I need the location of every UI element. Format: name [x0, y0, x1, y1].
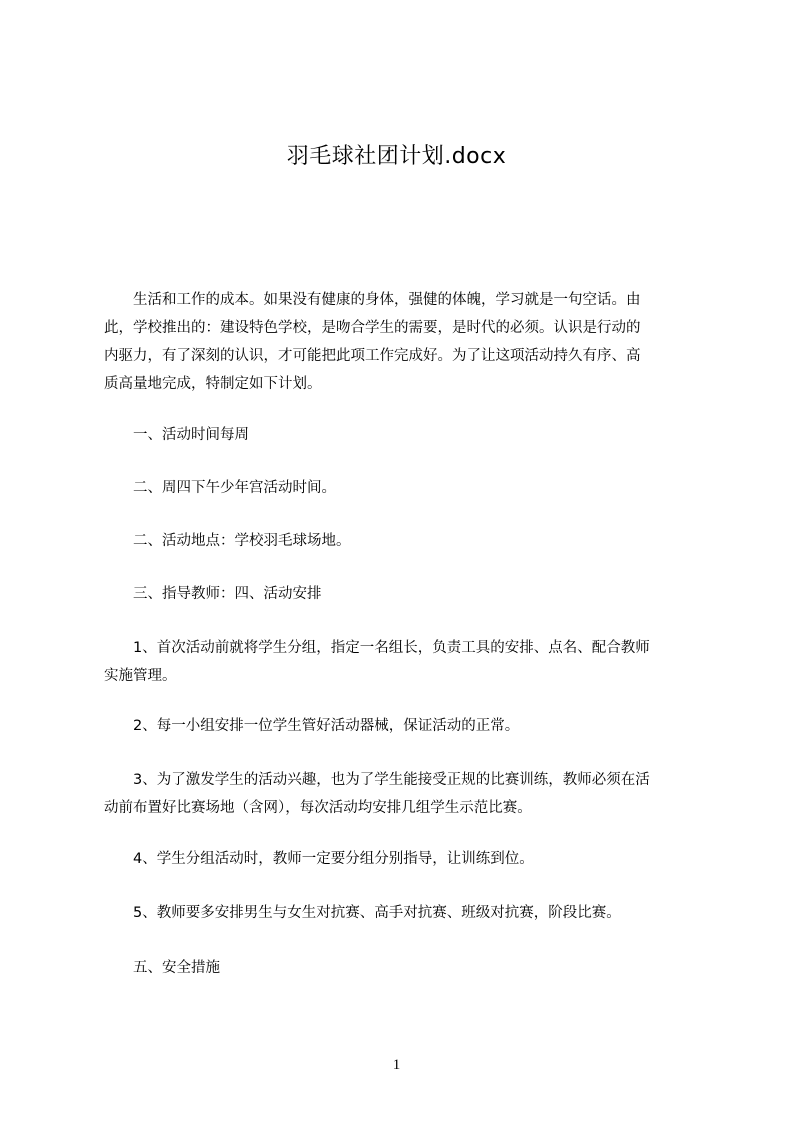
intro-line: 生活和工作的成本。如果没有健康的身体，强健的体魄，学习就是一句空话。由 [104, 292, 641, 308]
list-item-2 [104, 712, 700, 740]
section-heading-text: 五、安全措施 [104, 960, 220, 976]
list-item-line: 动前布置好比赛场地（含网），每次活动均安排几组学生示范比赛。 [104, 800, 532, 816]
list-item-line: 4、学生分组活动时，教师一定要分组分别指导，让训练到位。 [104, 851, 534, 867]
section-heading-3 [104, 527, 700, 555]
section-heading-1 [104, 421, 700, 449]
intro-line: 内驱力，有了深刻的认识，才可能把此项工作完成好。为了让这项活动持久有序、高 [104, 348, 641, 364]
intro-line: 质高量地完成，特制定如下计划。 [104, 376, 322, 392]
section-heading-text: 一、活动时间每周 [104, 427, 249, 443]
page-number: 1 [392, 1057, 401, 1073]
list-item-line: 5、教师要多安排男生与女生对抗赛、高手对抗赛、班级对抗赛，阶段比赛。 [104, 905, 621, 921]
section-heading-text: 三、指导教师：四、活动安排 [104, 586, 322, 602]
intro-line: 此，学校推出的：建设特色学校，是吻合学生的需要，是时代的必须。认识是行动的 [104, 320, 641, 336]
section-heading-4 [104, 580, 700, 608]
list-item-line: 2、每一小组安排一位学生管好活动器械，保证活动的正常。 [104, 718, 520, 734]
list-item-line: 1、首次活动前就将学生分组，指定一名组长，负责工具的安排、点名、配合教师 [104, 640, 650, 656]
list-item-3 [104, 766, 700, 822]
section-heading-5 [104, 954, 700, 982]
list-item-1 [104, 634, 700, 690]
list-item-line: 3、为了激发学生的活动兴趣，也为了学生能接受正规的比赛训练，教师必须在活 [104, 772, 650, 788]
section-heading-text: 二、周四下午少年宫活动时间。 [104, 480, 336, 496]
document-title: 羽毛球社团计划.docx [286, 144, 507, 169]
list-item-line: 实施管理。 [104, 668, 177, 684]
list-item-5 [104, 899, 700, 927]
section-heading-2 [104, 474, 700, 502]
intro-paragraph [104, 286, 700, 398]
section-heading-text: 二、活动地点：学校羽毛球场地。 [104, 533, 351, 549]
list-item-4 [104, 845, 700, 873]
